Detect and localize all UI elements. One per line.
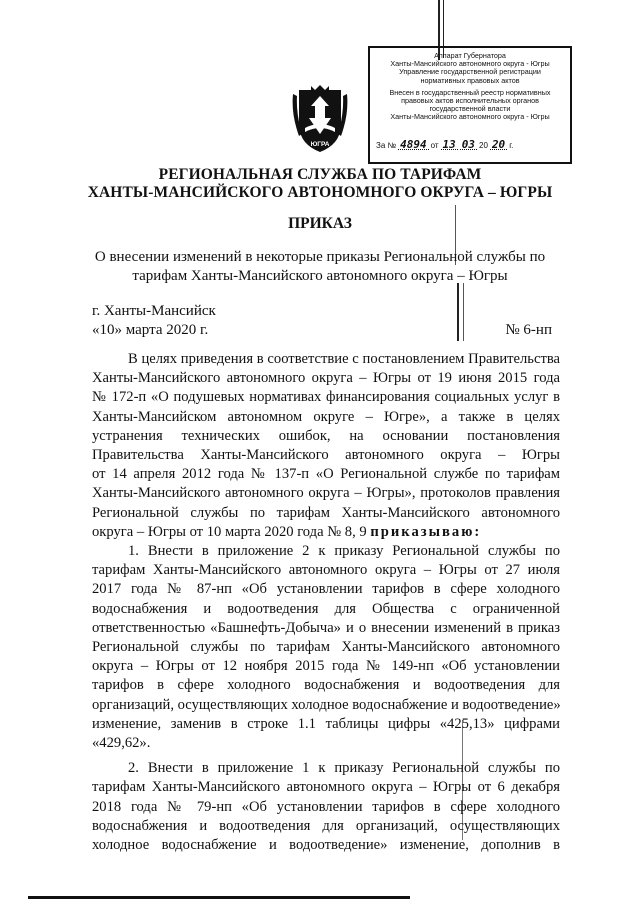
body-line: тарифам Ханты-Мансийского автономного округа – Югры от 6 декабря [92,779,560,796]
body-line: изменение, заменив в строке 1.1 таблицы цифры «425,13» цифрами [92,715,560,732]
body-line: 2017 года № 87-нп «Об установлении тарифов в сфере холодного [92,581,560,598]
body-line: устранения технических ошибок, на основании постановления [92,427,560,444]
body-line: 1. Внести в приложение 2 к приказу Региональной службы по [128,543,560,560]
body-line: 2. Внести в приложение 1 к приказу Региональной службы по [128,760,560,777]
order-command: приказываю: [370,523,482,540]
stamp-line: Внесен в государственный реестр нормативных [389,88,551,97]
scan-artifact-bottom-bar [28,896,410,899]
body-line: округа – Югры от 12 ноября 2015 года № 149-нп «Об установлении [92,658,560,675]
stamp-reg-year-prefix: 20 [479,141,488,150]
stamp-line: Управление государственной регистрации [399,68,541,77]
stamp-line: Ханты-Мансийского автономного округа - Югры [390,60,550,69]
body-line: Ханты-Мансийского автономного округа – Югры», протоколов правления [92,485,560,502]
registration-stamp [368,46,572,164]
stamp-reg-number: 4894 [400,138,427,151]
document-city: г. Ханты-Мансийск [92,303,216,319]
organization-name: РЕГИОНАЛЬНАЯ СЛУЖБА ПО ТАРИФАМ [158,166,482,183]
body-line: от 14 апреля 2012 года № 137-п «О Региональной службе по тарифам [92,466,560,483]
stamp-line: государственной власти [429,105,511,114]
document-number: № 6-нп [505,322,552,338]
stamp-reg-year-end: г. [509,141,514,150]
emblem-label: ЮГРА [310,141,330,148]
stamp-line: Ханты-Мансийского автономного округа - Югры [390,113,550,122]
document-subject: тарифам Ханты-Мансийского автономного округа – Югры [132,268,508,284]
scan-artifact-line [463,283,464,341]
stamp-reg-month: 03 [461,138,476,151]
stamp-registration-line [376,138,566,151]
body-line: «429,62». [92,735,151,752]
stamp-line: правовых актов исполнительных органов [401,97,539,106]
scan-artifact-line [457,283,459,341]
coat-of-arms-icon [291,84,349,156]
body-line [92,523,560,542]
body-line: № 172-п «О подушевых нормативах финансирования социальных услуг в [92,389,560,406]
body-line: Ханты-Мансийском автономном округе – Югре», а также в целях [92,408,560,425]
body-line: 2018 года № 79-нп «Об установлении тарифов в сфере холодного [92,798,560,815]
body-line: водоснабжения и водоотведения для организаций, осуществляющих [92,817,560,834]
body-line: организаций, осуществляющих холодное водоснабжение и водоотведение» [92,696,561,713]
body-line: Ханты-Мансийского автономного округа – Югры от 19 июня 2015 года [92,370,560,387]
document-type-title: ПРИКАЗ [288,215,352,232]
stamp-reg-year: 20 [491,138,506,151]
stamp-reg-day: 13 [442,138,456,151]
body-line: холодное водоснабжение и водоотведение» изменение, дополнив в [92,837,560,854]
stamp-line: нормативных правовых актов [420,76,520,85]
stamp-reg-from: от [430,141,439,150]
body-line: водоснабжения и водоотведения для Общества с ограниченной [92,600,560,617]
stamp-line: Аппарат Губернатора [434,52,506,60]
document-date: «10» марта 2020 г. [92,322,209,338]
body-line: Региональной службы по тарифам Ханты-Мансийского автономного [92,639,560,656]
body-line: В целях приведения в соответствие с постановлением Правительства [128,351,560,367]
body-line-text: округа – Югры от 10 марта 2020 года № 8, 9 [92,523,367,540]
body-line: тарифов в сфере холодного водоснабжения и водоотведения для [92,677,560,694]
body-line: Региональной службы по тарифам Ханты-Мансийского автономного [92,504,560,521]
body-line: ответственностью «Башнефть-Добыча» и о внесении изменений в приказ [92,619,560,636]
organization-region: ХАНТЫ-МАНСИЙСКОГО АВТОНОМНОГО ОКРУГА – ЮГРЫ [87,184,553,201]
body-line: Правительства Ханты-Мансийского автономного округа – Югры [92,447,560,464]
body-line: тарифам Ханты-Мансийского автономного округа – Югры от 27 июля [92,562,560,579]
document-subject: О внесении изменений в некоторые приказы Региональной службы по [94,249,546,265]
stamp-reg-prefix: За № [376,141,397,150]
document-body [92,350,560,855]
